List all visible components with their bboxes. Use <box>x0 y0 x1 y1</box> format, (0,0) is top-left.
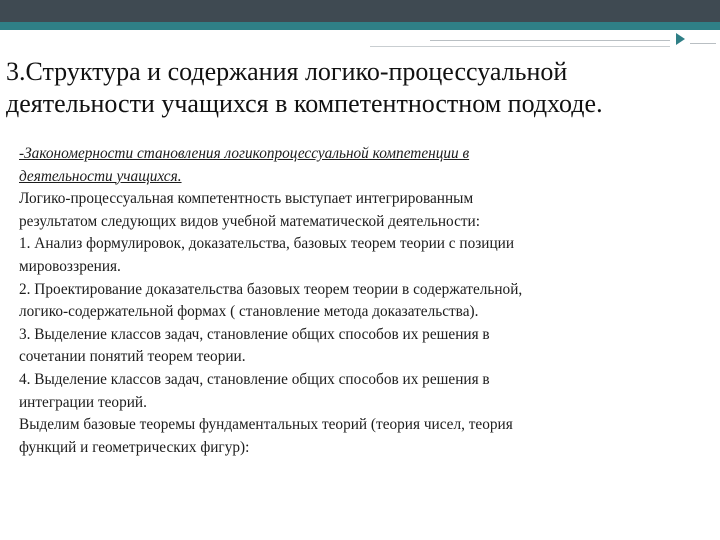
accent-stripe <box>0 22 720 30</box>
body-line: функций и геометрических фигур): <box>19 438 250 456</box>
subheading-line: -Закономерности становления логикопроцессуальной компетенции в <box>19 145 470 162</box>
body-line: результатом следующих видов учебной математической деятельности: <box>19 212 480 230</box>
body-line: 3. Выделение классов задач, становление общих способов их решения в <box>19 325 490 343</box>
decorative-line <box>430 40 670 41</box>
slide-title <box>6 56 706 120</box>
triangle-marker-icon <box>676 33 685 45</box>
body-line: мировоззрения. <box>19 257 121 275</box>
decorative-line <box>370 46 670 47</box>
top-decorative-bar <box>0 0 720 22</box>
decorative-line <box>690 43 716 44</box>
body-line: интеграции теорий. <box>19 393 147 411</box>
body-line: Выделим базовые теоремы фундаментальных теорий (теория чисел, теория <box>19 416 513 434</box>
body-line: 1. Анализ формулировок, доказательства, базовых теорем теории с позиции <box>19 235 515 253</box>
body-line: 2. Проектирование доказательства базовых теорем теории в содержательной, <box>19 280 523 298</box>
body-line: логико-содержательной формах ( становление метода доказательства). <box>19 303 479 321</box>
title-line: 3.Структура и содержания логико-процессуальной <box>6 57 568 86</box>
body-line: сочетании понятий теорем теории. <box>19 348 246 366</box>
body-line: 4. Выделение классов задач, становление общих способов их решения в <box>19 370 490 388</box>
subheading-line: деятельности учащихся. <box>19 167 182 185</box>
slide-content <box>19 143 659 459</box>
title-line: деятельности учащихся в компетентностном подходе. <box>6 89 603 118</box>
body-line: Логико-процессуальная компетентность выступает интегрированным <box>19 190 474 208</box>
